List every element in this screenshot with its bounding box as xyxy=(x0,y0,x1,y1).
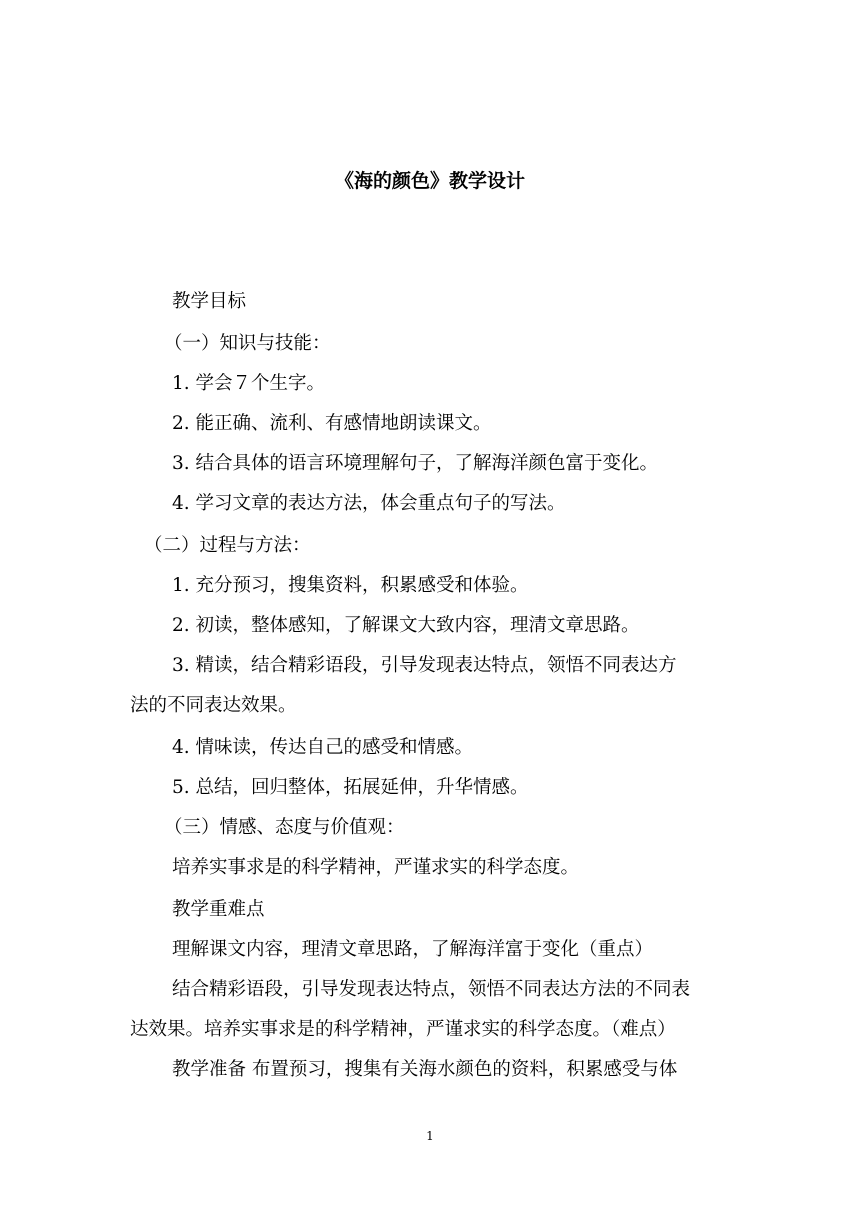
page-number: 1 xyxy=(426,1129,434,1143)
subsection-heading-process: （二）过程与方法： xyxy=(144,535,311,556)
paragraph-line: 教学准备 布置预习，搜集有关海水颜色的资料，积累感受与体 xyxy=(172,1059,678,1080)
section-heading-key-points: 教学重难点 xyxy=(172,899,265,920)
paragraph-line: 培养实事求是的科学精神，严谨求实的科学态度。 xyxy=(172,857,580,878)
subsection-heading-values: （三）情感、态度与价值观： xyxy=(164,817,405,838)
list-item: 3. 精读，结合精彩语段，引导发现表达特点，领悟不同表达方 xyxy=(172,655,677,676)
paragraph-line: 达效果。培养实事求是的科学精神，严谨求实的科学态度。（难点） xyxy=(130,1019,676,1040)
list-item: 4. 情味读，传达自己的感受和情感。 xyxy=(172,737,474,758)
section-heading-objectives: 教学目标 xyxy=(172,291,247,312)
list-item: 1. 学会７个生字。 xyxy=(172,373,326,394)
list-item: 3. 结合具体的语言环境理解句子，了解海洋颜色富于变化。 xyxy=(172,453,659,474)
paragraph-line: 理解课文内容，理清文章思路，了解海洋富于变化（重点） xyxy=(172,939,654,960)
list-item: 1. 充分预习，搜集资料，积累感受和体验。 xyxy=(172,575,529,596)
list-item: 5. 总结，回归整体，拓展延伸，升华情感。 xyxy=(172,777,529,798)
subsection-heading-knowledge: （一）知识与技能： xyxy=(164,333,331,354)
paragraph-line: 结合精彩语段，引导发现表达特点，领悟不同表达方法的不同表 xyxy=(172,979,691,1000)
document-title: 《海的颜色》教学设计 xyxy=(334,170,525,192)
list-item-continuation: 法的不同表达效果。 xyxy=(130,695,297,716)
list-item: 2. 能正确、流利、有感情地朗读课文。 xyxy=(172,413,492,434)
list-item: 2. 初读，整体感知，了解课文大致内容，理清文章思路。 xyxy=(172,615,640,636)
list-item: 4. 学习文章的表达方法，体会重点句子的写法。 xyxy=(172,493,566,514)
